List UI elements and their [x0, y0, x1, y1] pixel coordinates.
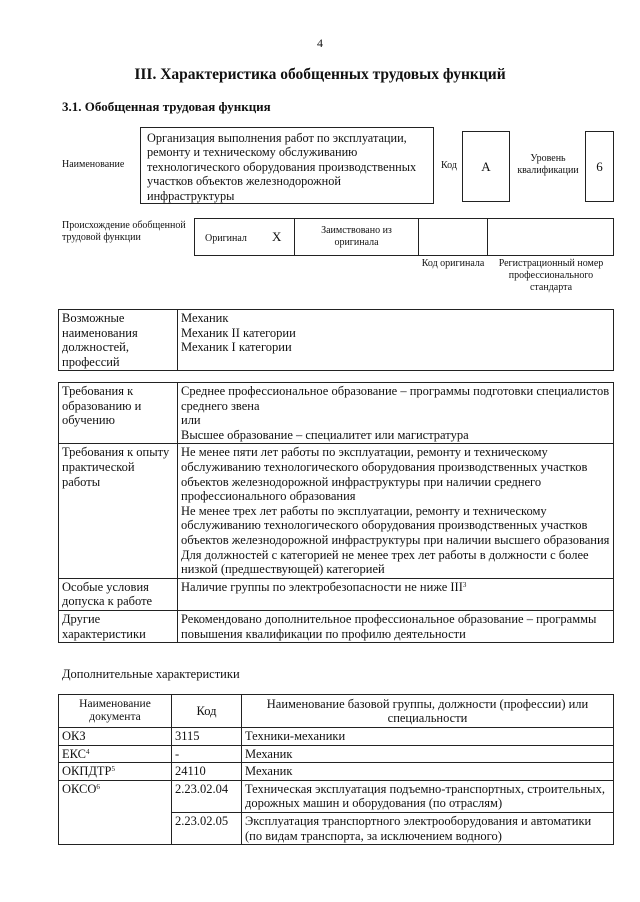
- original-mark: Х: [272, 229, 282, 244]
- row-name: Механик: [242, 763, 614, 781]
- other-value: Рекомендовано дополнительное профессиональное образование – программы повышения квалификации по профилю деятельности: [178, 610, 614, 642]
- origin-code-cell: [418, 218, 488, 256]
- row-doc: ОКЗ: [59, 728, 172, 746]
- admission-footnote: 3: [462, 580, 467, 589]
- position-item: Механик: [181, 311, 229, 325]
- row-code: -: [172, 745, 242, 763]
- row-code: 2.23.02.04: [172, 780, 242, 812]
- code-value: А: [481, 158, 491, 174]
- section-title: III. Характеристика обобщенных трудовых функций: [134, 66, 506, 83]
- origin-label: Происхождение обобщенной трудовой функции: [62, 220, 186, 243]
- row-code: 2.23.02.05: [172, 812, 242, 844]
- level-value-box: [585, 131, 614, 202]
- additional-title: Дополнительные характеристики: [62, 667, 240, 681]
- positions-label: Возможные наименования должностей, профессий: [59, 310, 178, 371]
- name-value-box: [140, 127, 434, 204]
- level-value: 6: [596, 158, 603, 174]
- education-value: Среднее профессиональное образование – программы подготовки специалистов среднего звена или Высшее образование – специалитет или магистратура: [178, 383, 614, 444]
- admission-value: Наличие группы по электробезопасности не ниже III: [181, 579, 463, 594]
- name-value: Организация выполнения работ по эксплуатации, ремонту и техническому обслуживанию технологического оборудования производственных участков объектов железнодорожной инфраструктуры: [147, 131, 417, 203]
- admission-cell: [178, 578, 614, 610]
- education-label: Требования к образованию и обучению: [59, 383, 178, 444]
- row-doc: ЕКС$^4$: [59, 745, 172, 763]
- header-name: Наименование базовой группы, должности (профессии) или специальности: [242, 695, 614, 728]
- additional-table: [58, 694, 614, 845]
- row-name: Механик: [242, 745, 614, 763]
- table-row: [59, 780, 614, 812]
- other-label: Другие характеристики: [59, 610, 178, 642]
- admission-label: Особые условия допуска к работе: [59, 578, 178, 610]
- row-doc: ОКПДТР$^5$: [59, 763, 172, 781]
- row-name: Эксплуатация транспортного электрооборудования и автоматики (по видам транспорта, за исключением водного): [242, 812, 614, 844]
- positions-table: [58, 309, 614, 371]
- position-item: Механик II категории: [181, 325, 296, 340]
- reg-number-label: Регистрационный номер профессионального стандарта: [498, 258, 604, 293]
- code-original-label: Код оригинала: [421, 258, 485, 269]
- row-name: Техническая эксплуатация подъемно-транспортных, строительных, дорожных машин и оборудования (по отраслям): [242, 780, 614, 812]
- table-row: [59, 745, 614, 763]
- level-label: Уровень квалификации: [517, 153, 579, 176]
- header-code: Код: [172, 695, 242, 728]
- code-value-box: [462, 131, 510, 202]
- subsection-title: 3.1. Обобщенная трудовая функция: [62, 99, 271, 114]
- positions-list: [178, 310, 614, 371]
- borrowed-label: Заимствовано из оригинала: [321, 225, 392, 248]
- table-row: [59, 728, 614, 746]
- row-doc: ОКСО$^6$: [59, 780, 172, 844]
- page-number: 4: [317, 36, 323, 50]
- row-code: 3115: [172, 728, 242, 746]
- table-row: [59, 763, 614, 781]
- original-label: Оригинал: [205, 233, 247, 244]
- row-name: Техники-механики: [242, 728, 614, 746]
- header-document: Наименование документа: [59, 695, 172, 728]
- row-code: 24110: [172, 763, 242, 781]
- experience-value: Не менее пяти лет работы по эксплуатации, ремонту и техническому обслуживанию технологического оборудования производственных участков объектов железнодорожной инфраструктуры при наличии среднего профессионального образования Не менее трех лет работы по эксплуатации, ремонту и техническому обслуживанию технологического оборудования производственных участков объектов железнодорожной инфраструктуры при наличии высшего образования Для должностей с категорией не менее трех лет работы в должности с более низкой (предшествующей) категорией: [178, 444, 614, 578]
- position-item: Механик I категории: [181, 340, 292, 355]
- code-label: Код: [441, 160, 457, 171]
- name-label: Наименование: [62, 159, 125, 170]
- experience-label: Требования к опыту практической работы: [59, 444, 178, 578]
- origin-reg-cell: [487, 218, 614, 256]
- requirements-table: [58, 382, 614, 643]
